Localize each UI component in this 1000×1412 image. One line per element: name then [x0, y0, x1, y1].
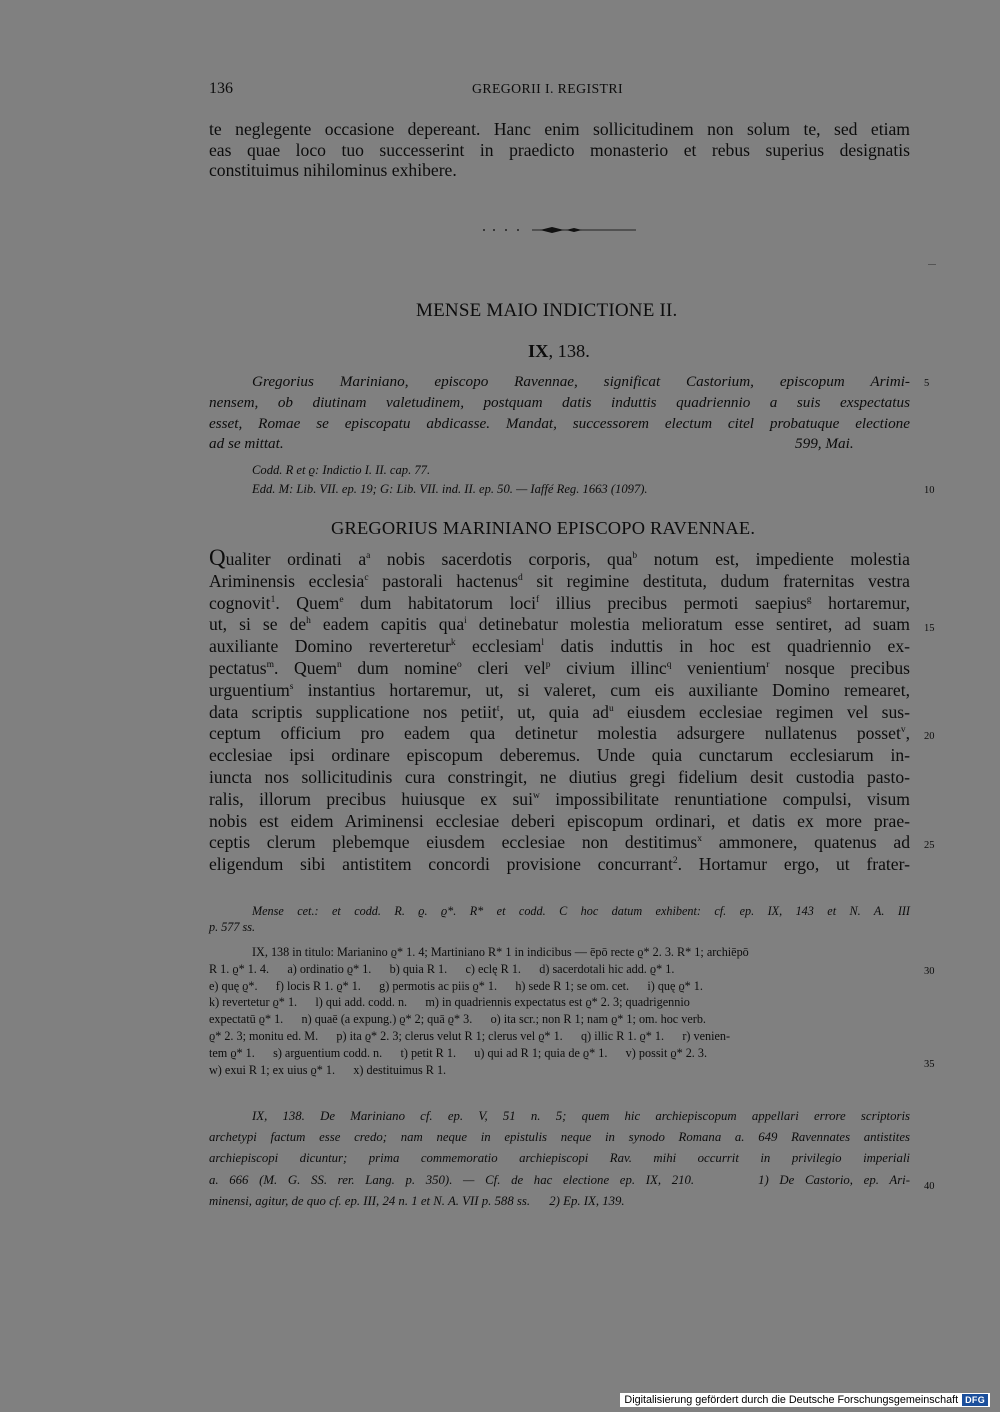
note-line: IX, 138. De Mariniano cf. ep. V, 51 n. 5; quem hic archiepiscopum appellari errore scriptoris	[252, 1109, 910, 1123]
edd-line: Edd. M: Lib. VII. ep. 19; G: Lib. VII. ind. II. ep. 50. — Iaffé Reg. 1663 (1097).	[252, 482, 648, 496]
line-number-40: 40	[924, 1181, 935, 1192]
apparatus-line: w) exui R 1; ex uius ϱ* 1. x) destituimus R 1.	[209, 1062, 447, 1077]
ornament-divider	[480, 226, 638, 234]
dfg-funding-footer	[620, 1393, 990, 1407]
summary-line-3: esset, Romae se episcopatu abdicasse. Mandat, successorem electum citel probatuque electione	[209, 415, 910, 432]
note-line: archetypi factum esse credo; nam neque in epistulis neque in synodo Romana a. 649 Ravennates antistites	[209, 1130, 910, 1145]
line-number-10: 10	[924, 485, 935, 496]
page-number: 136	[209, 80, 233, 97]
initial-letter: Q	[209, 545, 226, 570]
letter-line: Ariminensis ecclesia$^c$ pastorali hactenus$^d$ sit regimine destituta, dudum fraternitas vestra	[209, 570, 910, 591]
top-line-1: te neglegente occasione depereant. Hanc enim sollicitudinem non solum te, sed etiam	[209, 119, 910, 139]
letter-line: ut, si se $de^h$ eadem capitis qua$^i$ detinebatur molestia melioratum esse sentiret, ad suam	[209, 614, 910, 635]
letter-number	[528, 341, 590, 362]
letter-line: Qualiter ordinati $a^a$ nobis sacerdotis corporis, qua$^b$ notum est, impediente molestia	[209, 545, 910, 570]
apparatus-mense-1: Mense cet.: et codd. R. ϱ. ϱ*. R* et codd. C hoc datum exhibent: cf. ep. IX, 143 et N. A. III	[252, 904, 910, 918]
codd-line: Codd. R et ϱ: Indictio I. II. cap. 77.	[252, 463, 431, 477]
note-line: minensi, agitur, de quo cf. ep. III, 24 n. 1 et N. A. VII p. 588 ss. 2) Ep. IX, 139.	[209, 1193, 625, 1208]
apparatus-line: e) quę ϱ*. f) locis R 1. ϱ* 1. g) permotis ac piis ϱ* 1. h) sede R 1; se om. cet. i) quę ϱ* 1.	[209, 978, 703, 993]
letter-line: ceptis clerum plebemque eiusdem ecclesiae non destitimus$^x$ ammonere, quatenus ad	[209, 832, 910, 853]
margin-tick	[928, 264, 936, 265]
letter-line: eligendum sibi antistitem concordi provisione concurrant$^2$. Hortamur ergo, ut frater-	[209, 854, 910, 875]
apparatus-line: ϱ* 2. 3; monitu ed. M. p) ita ϱ* 2. 3; clerus velut R 1; clerus vel ϱ* 1. q) illic R 1. ϱ* 1. r) venien-	[209, 1029, 731, 1043]
apparatus-line: expectatū ϱ* 1. n) quaē (a expung.) ϱ* 2; quā ϱ* 3. o) ita scr.; non R 1; nam ϱ* 1; om. hoc verb.	[209, 1012, 706, 1027]
summary-line-4: ad se mittat.	[209, 435, 284, 452]
summary-line-1: Gregorius Mariniano, episcopo Ravennae, significat Castorium, episcopum Arimi-	[252, 373, 910, 390]
letter-line: ecclesiae ipsi ordinare episcopum deberemus. Unde quia cunctarum ecclesiarum in-	[209, 745, 910, 766]
line-number-35: 35	[924, 1059, 935, 1070]
summary-line-2: nensem, ob diutinam valetudinem, postquam datis induttis quadriennio a suis exspectatus	[209, 394, 910, 411]
apparatus-line: k) revertetur ϱ* 1. l) qui add. codd. n. m) in quadriennis expectatus est ϱ* 2. 3; quadrigennio	[209, 995, 690, 1010]
running-title: GREGORII I. REGISTRI	[472, 81, 623, 96]
letter-line: auxiliante Domino reverteretur$^k$ ecclesiam$^l$ datis induttis in hoc est quadriennio ex-	[209, 636, 910, 657]
apparatus-mense-2: p. 577 ss.	[209, 920, 256, 934]
line-number-15: 15	[924, 623, 935, 634]
letter-line: urguentium$^s$ instantius hortaremur, ut, si valeret, cum eis auxiliante Domino remearet,	[209, 679, 910, 700]
apparatus-line: tem ϱ* 1. s) arguentium codd. n. t) petit R 1. u) qui ad R 1; quia de ϱ* 1. v) possit ϱ* 2. 3.	[209, 1045, 708, 1060]
footer-text: Digitalisierung gefördert durch die Deutsche Forschungsgemeinschaft	[624, 1394, 959, 1406]
apparatus-line: R 1. ϱ* 1. 4. a) ordinatio ϱ* 1. b) quia R 1. c) eclę R 1. d) sacerdotali hic add. ϱ* 1.	[209, 961, 675, 976]
top-line-3: constituimus nihilominus exhibere.	[209, 160, 457, 180]
line-number-5: 5	[924, 378, 930, 389]
line-number-25: 25	[924, 840, 935, 851]
letter-line: pectatus$^m$. Quem$^n$ dum nomine$^o$ cleri vel$^p$ civium illinc$^q$ venientium$^r$ nosque precibus	[209, 658, 911, 678]
line-number-30: 30	[924, 966, 935, 977]
letter-line: data scriptis supplicatione nos petiit$^t$, ut, quia $ad^u$ eiusdem ecclesiae regimen vel sus-	[209, 701, 910, 722]
note-line: archiepiscopi dicuntur; prima commemoratio archiepiscopi Rav. mihi occurrit in privilegio imperiali	[209, 1151, 910, 1166]
letter-line: cognovit$^1$. Quem$^e$ dum habitatorum loci$^f$ illius precibus permoti saepius$^g$ hortaremur,	[209, 592, 910, 613]
letter-number-rest: , 138.	[548, 341, 590, 361]
letter-number-bold: IX	[528, 341, 549, 361]
section-heading: MENSE MAIO INDICTIONE II.	[416, 300, 678, 321]
letter-line: ralis, illorum precibus huiusque ex sui$^w$ impossibilitate renuntiatione compulsi, visum	[209, 788, 910, 809]
note-line: a. 666 (M. G. SS. rer. Lang. p. 350). — Cf. de hac electione ep. IX, 210. 1) De Castorio, ep. Ari-	[209, 1172, 910, 1187]
letter-title: GREGORIUS MARINIANO EPISCOPO RAVENNAE.	[331, 518, 756, 538]
letter-line: nobis est eidem Ariminensi ecclesiae deberi episcopum ordinari, et datis ex more prae-	[209, 810, 910, 831]
apparatus-line: IX, 138 in titulo: Marianino ϱ* 1. 4; Martiniano R* 1 in indicibus — ēpō recte ϱ* 2. 3. R* 1; archiēpō	[252, 945, 749, 959]
letter-line: iuncta nos sollicitudinis cura constringit, ne diutius gregi fidelium desit custodia pasto-	[209, 767, 910, 787]
dfg-logo: DFG	[962, 1394, 988, 1406]
line-number-20: 20	[924, 731, 935, 742]
summary-date: 599, Mai.	[795, 435, 854, 452]
top-line-2: eas quae loco tuo successerint in praedicto monasterio et rebus superius designatis	[209, 140, 910, 160]
letter-line: ceptum officium pro eadem qua detinetur molestia adsurgere nullatenus posset$^v$,	[209, 723, 910, 744]
